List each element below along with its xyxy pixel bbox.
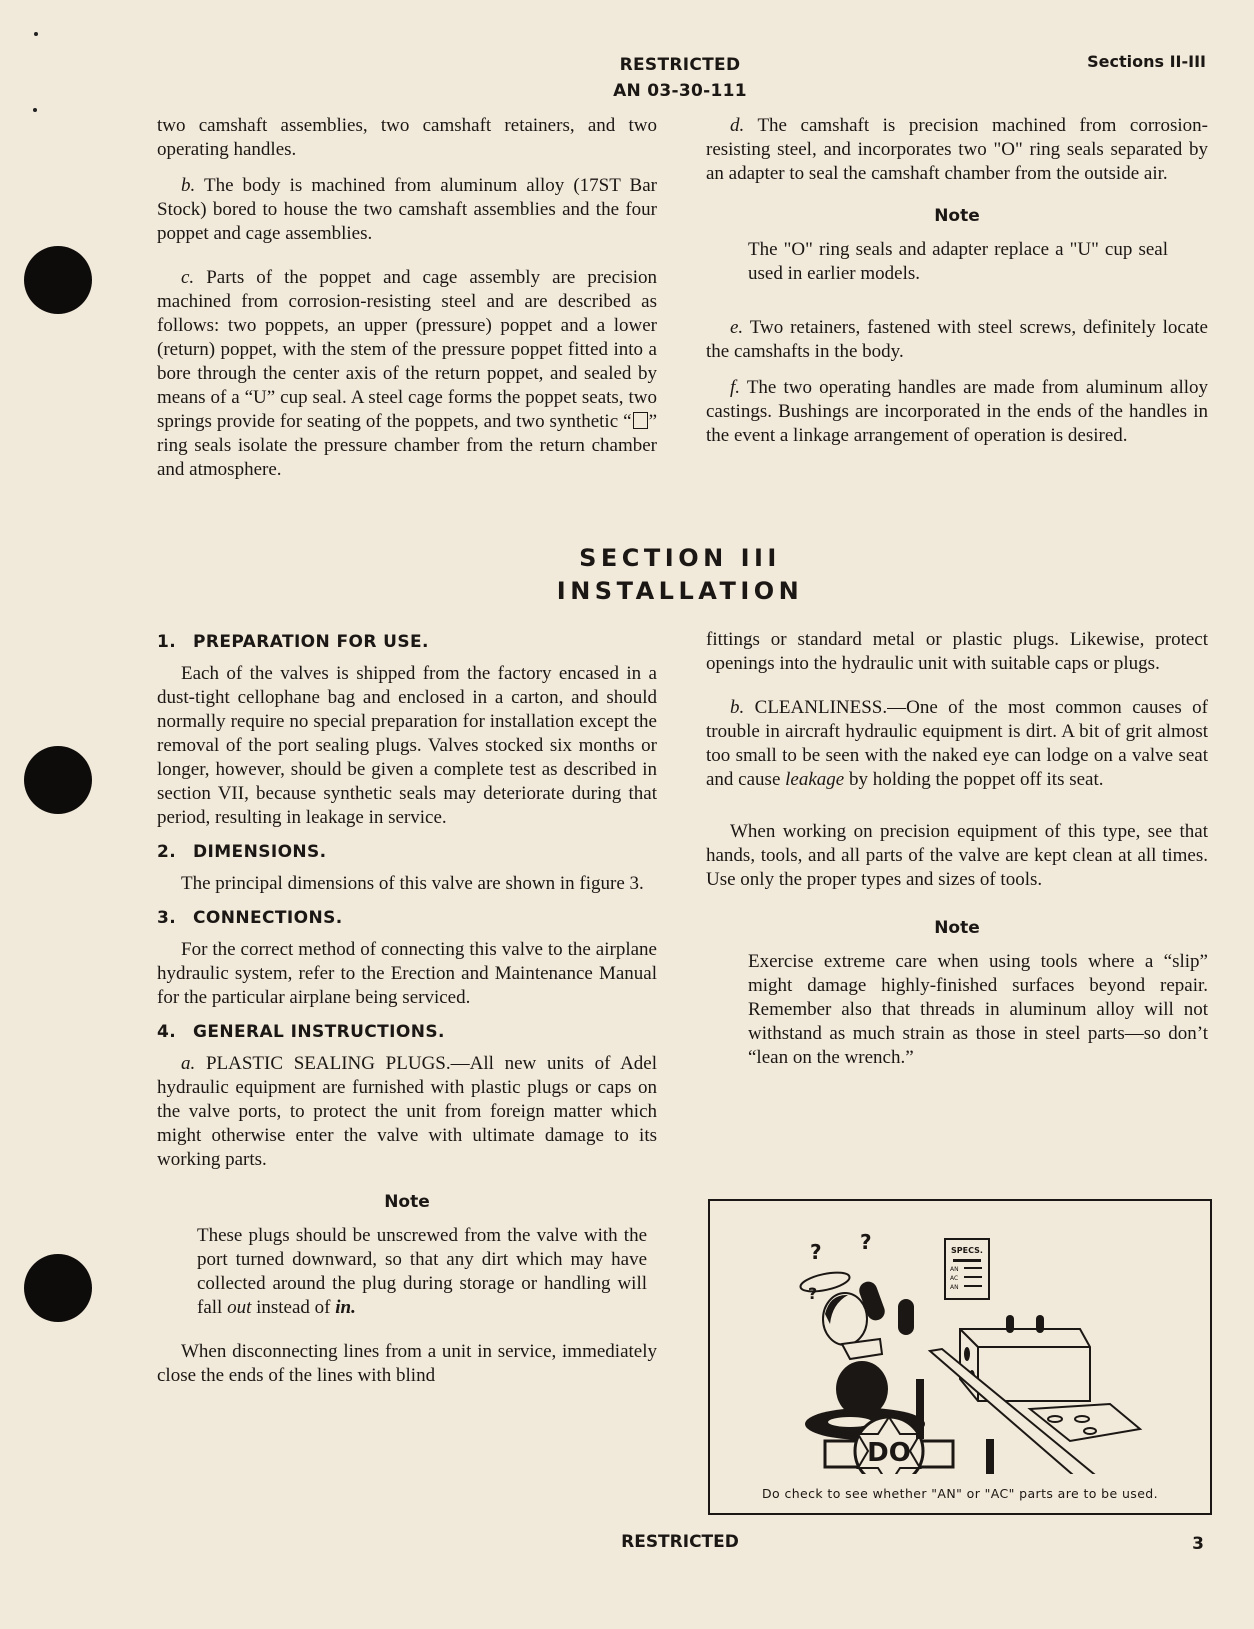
heading-preparation xyxy=(157,630,657,654)
paragraph-text: Parts of the poppet and cage assembly are precision machined from corrosion-resisting steel and are described as follows: two poppets, an upper (pressure) poppet and a lower (return) poppet, with the stem of the pressure poppet fitted into a bore through the center axis of the return poppet, and sealed by means of a “U” cup seal. A steel cage forms the poppet seats, two springs provide for seating of the poppets, and two synthetic “ xyxy=(157,267,657,432)
header-sections: Sections II-III xyxy=(1087,52,1206,71)
cartoon-figure xyxy=(708,1199,1212,1515)
punch-hole xyxy=(24,746,92,814)
specs-line: AC xyxy=(950,1275,959,1282)
heading-number: 4. xyxy=(157,1022,177,1042)
paragraph-f xyxy=(706,376,1208,448)
heading-general-instructions xyxy=(157,1020,657,1044)
section-heading xyxy=(500,542,860,608)
paragraph-text: PLASTIC SEALING PLUGS.—All new units of Adel hydraulic equipment are furnished with plastic plugs or caps on the valve ports, to protect the unit from foreign matter which might otherwise enter the valve with ultimate damage to its working parts. xyxy=(157,1053,657,1170)
top-left-column xyxy=(157,114,657,482)
paragraph: For the correct method of connecting this valve to the airplane hydraulic system, refer to the Erection and Maintenance Manual for the particular airplane being serviced. xyxy=(157,939,657,1008)
paragraph: two camshaft assemblies, two camshaft retainers, and two operating handles. xyxy=(157,115,657,160)
note-title: Note xyxy=(934,918,980,938)
square-symbol-icon xyxy=(633,412,648,429)
paragraph-text: by holding the poppet off its seat. xyxy=(848,769,1104,790)
speck xyxy=(34,32,38,36)
figure-caption: Do check to see whether "AN" or "AC" parts are to be used. xyxy=(762,1486,1158,1501)
note-body xyxy=(197,1224,647,1320)
paragraph: fittings or standard metal or plastic plugs. Likewise, protect openings into the hydraulic unit with suitable caps or plugs. xyxy=(706,629,1208,674)
paragraph-text: ” ring seals isolate the pressure chamber from the return chamber and atmosphere. xyxy=(157,411,657,480)
item-label: e. xyxy=(730,317,744,338)
item-label: b. xyxy=(730,697,745,718)
heading-text: DIMENSIONS. xyxy=(193,842,327,862)
item-label: d. xyxy=(730,115,745,136)
cartoon-illustration xyxy=(770,1219,1150,1474)
svg-text:?: ? xyxy=(810,1240,822,1264)
specs-line: AN xyxy=(950,1266,959,1273)
svg-text:?: ? xyxy=(860,1230,872,1254)
header-classification: RESTRICTED xyxy=(619,55,741,75)
do-badge-text: DO xyxy=(867,1438,911,1468)
note-title: Note xyxy=(934,206,980,226)
paragraph: The principal dimensions of this valve are shown in figure 3. xyxy=(181,873,644,894)
item-label: b. xyxy=(181,175,196,196)
paragraph: Each of the valves is shipped from the factory encased in a dust-tight cellophane bag and enclosed in a carton, and should normally require no special preparation for installation except the removal of the port sealing plugs. Valves stocked six months or longer, however, should be given a complete test as described in section VII, because synthetic seals may deteriorate during that period, resulting in leakage in service. xyxy=(157,663,657,828)
note-body: Exercise extreme care when using tools where a “slip” might damage highly-finished surfaces beyond repair. Remember also that threads in aluminum alloy will not withstand as much strain as those in steel parts—so don’t “lean on the wrench.” xyxy=(748,951,1208,1068)
paragraph-e xyxy=(706,316,1208,364)
paragraph-b xyxy=(706,696,1208,792)
note-title: Note xyxy=(384,1192,430,1212)
section-subtitle: INSTALLATION xyxy=(556,577,804,605)
page-header xyxy=(560,52,800,104)
heading-number: 1. xyxy=(157,632,177,652)
emphasis: in. xyxy=(335,1297,356,1318)
speck xyxy=(33,108,37,112)
paragraph-c xyxy=(157,266,657,482)
heading-number: 2. xyxy=(157,842,177,862)
item-label: c. xyxy=(181,267,195,288)
top-right-column xyxy=(706,114,1208,448)
emphasis: leakage xyxy=(785,769,845,790)
specs-line: AN xyxy=(950,1284,959,1291)
paragraph-text: The camshaft is precision machined from corrosion-resisting steel, and incorporates two "O" ring seals separated by an adapter to seal the camshaft chamber from the outside air. xyxy=(706,115,1208,184)
emphasis: out xyxy=(227,1297,252,1318)
item-label: a. xyxy=(181,1053,196,1074)
paragraph: When working on precision equipment of this type, see that hands, tools, and all parts of the valve are kept clean at all times. Use only the proper types and sizes of tools. xyxy=(706,821,1208,890)
note-text: These plugs should be unscrewed from the valve with the port turned downward, so that any dirt which may have collected around the plug during storage or handling will fall xyxy=(197,1225,647,1318)
heading-dimensions xyxy=(157,840,657,864)
header-doc-number: AN 03-30-111 xyxy=(613,81,747,101)
installation-right-column xyxy=(706,628,1208,1070)
punch-hole xyxy=(24,1254,92,1322)
heading-text: GENERAL INSTRUCTIONS. xyxy=(193,1022,445,1042)
installation-left-column xyxy=(157,630,657,1388)
specs-label: SPECS. xyxy=(951,1246,983,1255)
footer-classification: RESTRICTED xyxy=(621,1532,739,1552)
note-text: instead of xyxy=(256,1297,331,1318)
paragraph-text: CLEANLINESS.—One of the most common causes of trouble in aircraft hydraulic equipment is dirt. A bit of grit almost too small to be seen with the naked eye can lodge on a valve seat and cause xyxy=(706,697,1208,790)
punch-hole xyxy=(24,246,92,314)
section-title: SECTION III xyxy=(579,544,781,572)
paragraph-d xyxy=(706,114,1208,186)
paragraph: When disconnecting lines from a unit in service, immediately close the ends of the lines with blind xyxy=(157,1341,657,1386)
paragraph-text: Two retainers, fastened with steel screws, definitely locate the camshafts in the body. xyxy=(706,317,1208,362)
paragraph-text: The body is machined from aluminum alloy (17ST Bar Stock) bored to house the two camshaft assemblies and the four poppet and cage assemblies. xyxy=(157,175,657,244)
note-body: The "O" ring seals and adapter replace a "U" cup seal used in earlier models. xyxy=(748,239,1168,284)
heading-text: CONNECTIONS. xyxy=(193,908,343,928)
heading-text: PREPARATION FOR USE. xyxy=(193,632,429,652)
paragraph-b xyxy=(157,174,657,246)
svg-text:?: ? xyxy=(808,1284,818,1303)
paragraph-text: The two operating handles are made from aluminum alloy castings. Bushings are incorporated in the ends of the handles in the event a linkage arrangement of operation is desired. xyxy=(706,377,1208,446)
item-label: f. xyxy=(730,377,741,398)
heading-number: 3. xyxy=(157,908,177,928)
paragraph-a xyxy=(157,1052,657,1172)
heading-connections xyxy=(157,906,657,930)
page-number: 3 xyxy=(1192,1534,1204,1554)
